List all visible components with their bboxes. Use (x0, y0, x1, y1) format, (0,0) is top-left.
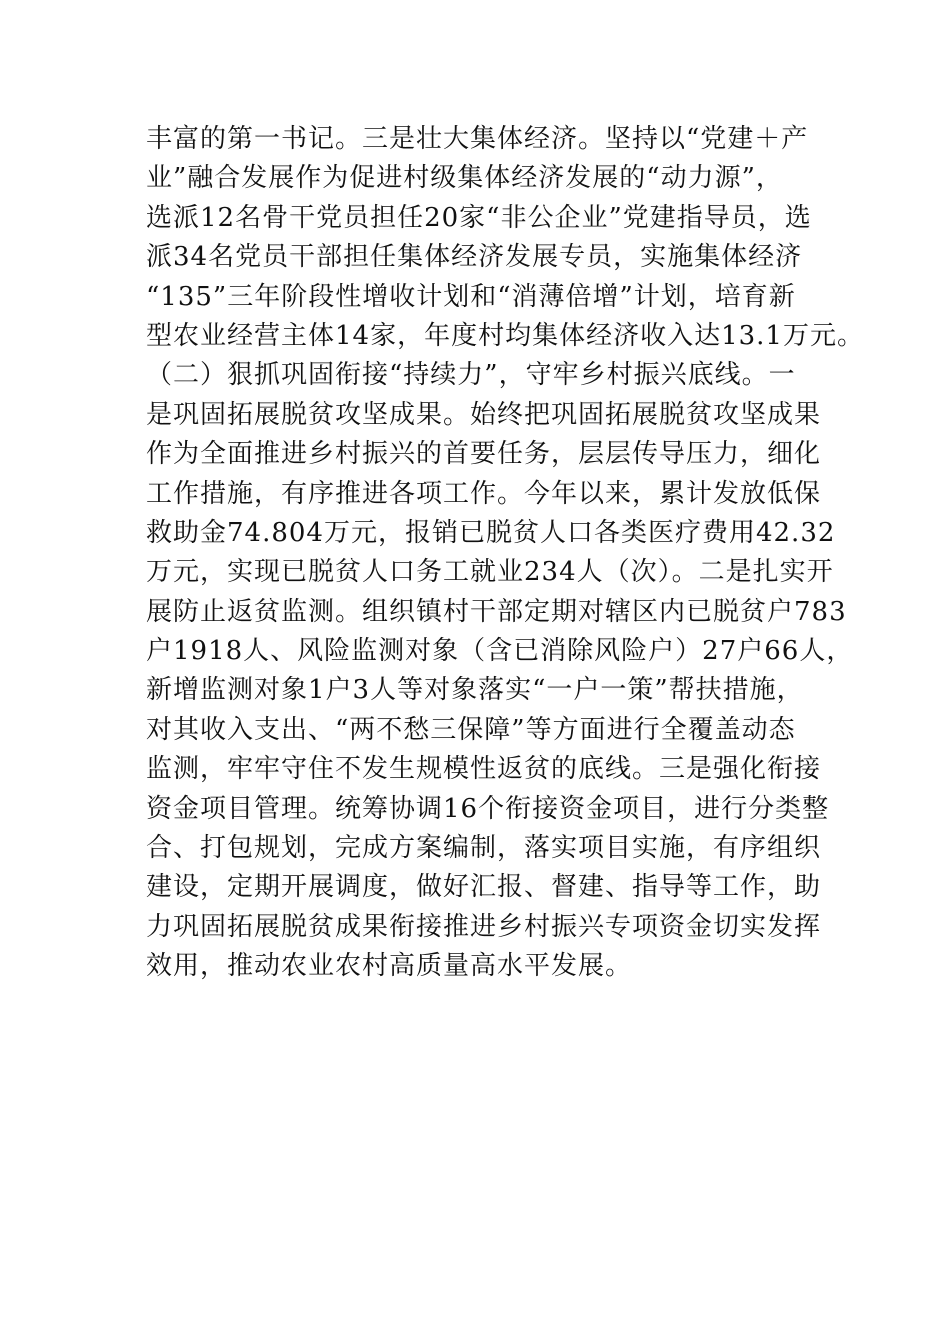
text-line-15: 新增监测对象1户3人等对象落实“一户一策”帮扶措施， (146, 675, 804, 706)
text-line-11: 救助金74.804万元，报销已脱贫人口各类医疗费用42.32 (146, 517, 836, 548)
text-line-10: 工作措施，有序推进各项工作。今年以来，累计发放低保 (146, 478, 822, 509)
text-line-12: 万元，实现已脱贫人口务工就业234人（次）。二是扎实开 (146, 557, 834, 588)
text-line-18: 资金项目管理。统筹协调16个衔接资金项目，进行分类整 (146, 793, 830, 824)
text-line-6: 型农业经营主体14家，年度村均集体经济收入达13.1万元。 (146, 320, 864, 351)
text-line-4: 派34名党员干部担任集体经济发展专员，实施集体经济 (146, 242, 803, 273)
text-line-3: 选派12名骨干党员担任20家“非公企业”党建指导员，选 (146, 202, 812, 233)
text-line-19: 合、打包规划，完成方案编制，落实项目实施，有序组织 (146, 833, 822, 864)
text-line-7: （二）狠抓巩固衔接“持续力”，守牢乡村振兴底线。一 (146, 360, 796, 391)
document-body-text (146, 120, 864, 987)
text-line-1: 丰富的第一书记。三是壮大集体经济。坚持以“党建＋产 (146, 124, 809, 154)
text-line-5: “135”三年阶段性增收计划和“消薄倍增”计划，培育新 (146, 281, 796, 312)
text-line-2: 业”融合发展作为促进村级集体经济发展的“动力源”， (146, 163, 783, 194)
text-line-16: 对其收入支出、“两不愁三保障”等方面进行全覆盖动态 (146, 714, 796, 745)
text-line-22: 效用，推动农业农村高质量高水平发展。 (146, 951, 633, 982)
text-line-14: 户1918人、风险监测对象（含已消除风险户）27户66人， (146, 636, 854, 667)
text-line-17: 监测，牢牢守住不发生规模性返贫的底线。三是强化衔接 (146, 754, 822, 785)
text-line-21: 力巩固拓展脱贫成果衔接推进乡村振兴专项资金切实发挥 (146, 911, 822, 942)
text-line-9: 作为全面推进乡村振兴的首要任务，层层传导压力，细化 (146, 439, 822, 470)
text-line-20: 建设，定期开展调度，做好汇报、督建、指导等工作，助 (146, 872, 822, 903)
text-line-13: 展防止返贫监测。组织镇村干部定期对辖区内已脱贫户783 (146, 596, 847, 627)
text-line-8: 是巩固拓展脱贫攻坚成果。始终把巩固拓展脱贫攻坚成果 (146, 399, 822, 430)
